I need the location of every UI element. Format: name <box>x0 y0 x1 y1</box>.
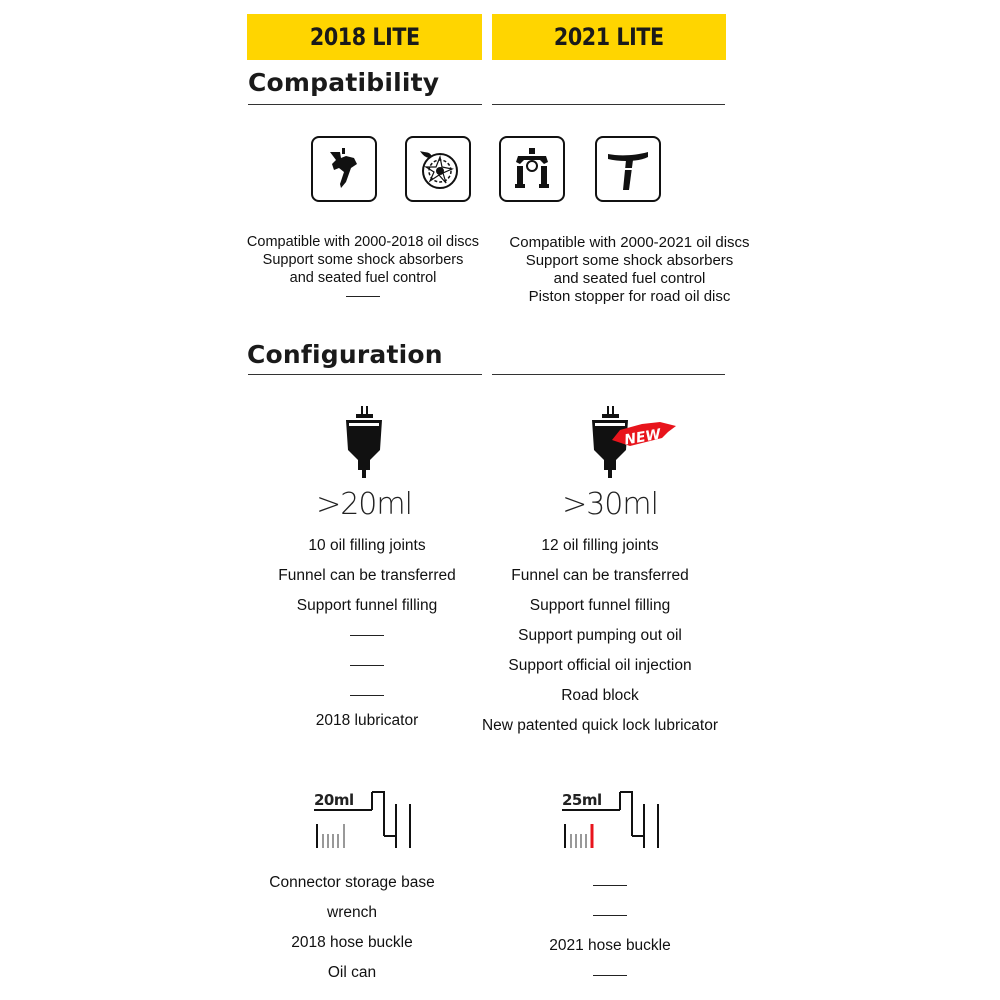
compatibility-left-text <box>232 233 494 305</box>
configuration-title: Configuration <box>247 340 443 369</box>
configuration-rule-right <box>492 374 725 375</box>
measuring-cup-icon-right <box>562 790 662 850</box>
compatibility-title: Compatibility <box>248 68 440 97</box>
oil-bottle-icon-right <box>590 404 680 480</box>
compat-left-line-2: Support some shock absorbers <box>262 252 464 268</box>
measure-label-left: 20ml <box>314 791 354 809</box>
config-left-item-3: Support funnel filling <box>296 597 438 614</box>
compat-left-dash <box>232 287 494 305</box>
config-right-list <box>470 531 730 741</box>
measuring-cup-icon-left <box>314 790 414 850</box>
config-right-item-4: Support pumping out oil <box>518 627 682 644</box>
compat-left-line-3: and seated fuel control <box>289 270 437 286</box>
configuration-rule-left <box>248 374 482 375</box>
compat-right-line-3: and seated fuel control <box>553 270 706 287</box>
config-right-item-3: Support funnel filling <box>529 597 671 614</box>
accessory-left-1: Connector storage base <box>269 874 435 891</box>
measure-label-right: 25ml <box>562 791 602 809</box>
config-right-item-6: Road block <box>561 687 639 704</box>
config-left-item-7: 2018 lubricator <box>315 712 419 729</box>
accessory-right-2 <box>500 901 720 931</box>
header-2018-label: 2018 LITE <box>309 23 420 51</box>
config-right-item-7: New patented quick lock lubricator <box>481 717 719 734</box>
compat-right-line-2: Support some shock absorbers <box>525 252 734 269</box>
header-2021-lite <box>492 14 726 60</box>
accessory-right-4 <box>500 961 720 991</box>
brake-lever-icon <box>311 136 377 202</box>
volume-left: >20ml <box>316 487 412 522</box>
config-left-item-5 <box>242 651 492 681</box>
config-left-item-4 <box>242 621 492 651</box>
config-right-item-1: 12 oil filling joints <box>541 537 659 554</box>
accessory-right-1 <box>500 871 720 901</box>
accessory-left-2: wrench <box>327 904 377 921</box>
accessories-left-list <box>242 868 462 988</box>
disc-rotor-icon <box>405 136 471 202</box>
accessory-left-4: Oil can <box>327 964 377 981</box>
compat-right-line-4: Piston stopper for road oil disc <box>528 288 731 305</box>
compat-left-line-1: Compatible with 2000-2018 oil discs <box>246 234 480 250</box>
header-2018-lite <box>247 14 482 60</box>
volume-right: >30ml <box>562 487 658 522</box>
config-right-item-2: Funnel can be transferred <box>511 567 689 584</box>
config-left-item-2: Funnel can be transferred <box>278 567 456 584</box>
accessories-right-list <box>500 871 720 991</box>
accessory-left-3: 2018 hose buckle <box>291 934 413 951</box>
oil-bottle-icon-left <box>344 404 384 480</box>
accessory-right-3: 2021 hose buckle <box>549 937 671 954</box>
config-right-item-5: Support official oil injection <box>508 657 692 674</box>
new-badge: NEW <box>623 426 663 449</box>
config-left-item-1: 10 oil filling joints <box>308 537 426 554</box>
config-left-list <box>242 531 492 736</box>
compatibility-rule-left <box>248 104 482 105</box>
compatibility-rule-right <box>492 104 725 105</box>
header-2021-label: 2021 LITE <box>554 23 664 51</box>
suspension-fork-icon <box>499 136 565 202</box>
compat-right-line-1: Compatible with 2000-2021 oil discs <box>509 234 750 251</box>
dropper-seatpost-icon <box>595 136 661 202</box>
compatibility-right-text <box>489 234 770 306</box>
